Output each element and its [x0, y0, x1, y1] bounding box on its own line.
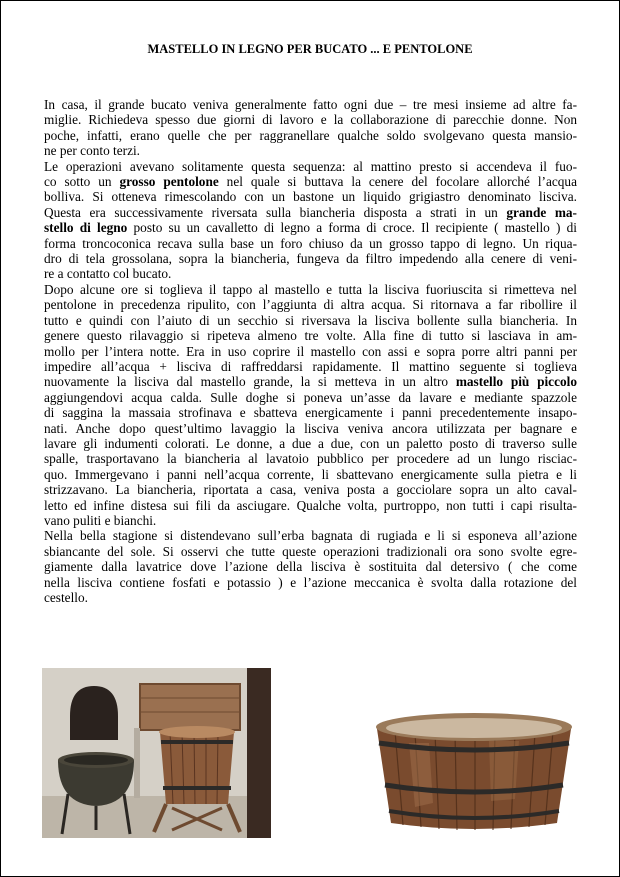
text-line — [44, 128, 577, 143]
text-line — [44, 544, 577, 559]
bold-text: mastello più piccolo — [455, 374, 577, 390]
text-segment: cestello. — [44, 590, 88, 605]
photo-wooden-washtub — [369, 703, 579, 835]
text-segment: dro di tela grossolana, sopra la biancheria, fungeva da filtro impedendo alla cenere di veni- — [44, 251, 577, 267]
bold-text: grande ma- — [506, 204, 577, 220]
text-line — [44, 575, 577, 590]
text-line — [44, 467, 577, 482]
text-line — [44, 282, 577, 297]
text-line — [44, 344, 577, 359]
text-line — [44, 498, 577, 513]
text-line — [44, 590, 577, 605]
text-line — [44, 451, 577, 466]
body-text — [44, 97, 577, 605]
text-line — [44, 112, 577, 127]
text-segment: re a contatto col bucato. — [44, 266, 172, 282]
text-line — [44, 97, 577, 112]
text-line — [44, 251, 577, 266]
text-line — [44, 390, 577, 405]
text-line — [44, 297, 577, 312]
text-segment: letto ed infine distesa sui fili da asciugare. Qualche volta, purtroppo, non tutti i capi risulta- — [44, 497, 577, 513]
text-segment: giamente dalla lavatrice dove l’azione della lisciva è sostituita dal detersivo ( che come — [44, 559, 577, 575]
text-segment: Nella bella stagione si distendevano sull’erba bagnata di rugiada e li si esponeva all’azione — [44, 528, 577, 544]
text-line — [44, 328, 577, 343]
page-title: MASTELLO IN LEGNO PER BUCATO ... E PENTOLONE — [147, 42, 473, 56]
text-line — [44, 174, 577, 189]
text-line — [44, 220, 577, 235]
text-segment: posto su un cavalletto di legno a forma di croce. Il recipiente ( mastello ) di — [127, 220, 577, 236]
text-segment: forma troncoconica recava sulla base un foro chiuso da un grosso tappo di legno. Un riqua- — [44, 235, 577, 251]
text-segment: Dopo alcune ore si toglieva il tappo al mastello e tutta la lisciva fuoriuscita si rimetteva nel — [44, 281, 577, 297]
text-line — [44, 405, 577, 420]
text-line — [44, 421, 577, 436]
text-segment: nel quale si buttava la cenere del focolare allorché l’acqua — [218, 174, 577, 190]
text-segment: lavare gli indumenti colorati. Le donne, a due a due, con un paletto posto di traverso sulle — [44, 435, 577, 451]
text-segment: Questa era successivamente riversata sulla biancheria disposta a strati in un — [44, 204, 507, 220]
text-segment: impedire all’acqua + lisciva di raffreddarsi rapidamente. Il mattino seguente si toglieva — [44, 358, 577, 374]
bold-text: stello di legno — [44, 220, 128, 236]
text-line — [44, 528, 577, 543]
text-segment: mollo per l’intera notte. Era in uso coprire il mastello con assi e sopra porre altri panni per — [44, 343, 577, 359]
text-line — [44, 205, 577, 220]
text-segment: In casa, il grande bucato veniva generalmente fatto ogni due – tre mesi insieme ad altre fa- — [44, 97, 577, 112]
text-line — [44, 236, 577, 251]
text-segment: poche, infatti, erano quelle che per raggranellare qualche soldo svolgevano questa mansio- — [44, 127, 577, 143]
text-segment: genere questo rilavaggio si ripeteva almeno tre volte. Alla fine di tutto si lasciava in am- — [44, 328, 577, 344]
text-line — [44, 374, 577, 389]
text-segment: nuovamente la lisciva dal mastello grande, la si metteva in un altro — [44, 374, 456, 390]
text-segment: strizzavano. La biancheria, riportata a casa, veniva posta a gocciolare sopra un alto caval- — [44, 482, 577, 498]
text-segment: nella lisciva contiene fosfati e potassio ) e l’azione meccanica è svolta dalla rotazione del — [44, 574, 577, 590]
text-segment: miglie. Richiedeva spesso due giorni di lavoro e la collaborazione di parecchie donne. Non — [44, 112, 577, 128]
text-line — [44, 482, 577, 497]
text-segment: di saggina la massaia strofinava e sbatteva energicamente i panni precedentemente insapo- — [44, 405, 577, 421]
text-segment: spalle, trasportavano la biancheria al lavatoio pubblico per procedere ad un lungo risciac- — [44, 451, 577, 467]
text-segment: ne per conto terzi. — [44, 143, 140, 159]
text-line — [44, 189, 577, 204]
text-line — [44, 559, 577, 574]
text-segment: aggiungendovi acqua calda. Sulle doghe si poneva un’asse da lavare e mediante spazzole — [44, 389, 577, 405]
text-segment: quo. Immergevano i panni nell’acqua corrente, li sbattevano energicamente sulla pietra e li — [44, 466, 577, 482]
text-line — [44, 159, 577, 174]
photo-wooden-tub-with-cauldron — [42, 668, 271, 838]
text-line — [44, 313, 577, 328]
text-segment: bolliva. Si otteneva rimescolando con un bastone un liquido grigiastro denominato lisciva. — [44, 189, 577, 205]
text-segment: pentolone in precedenza ripulito, con l’aggiunta di altra acqua. Si ritornava a far ribollire il — [44, 297, 577, 313]
text-segment: sbiancante del sole. Si osservi che tutte queste operazioni tradizionali ora sono svolte egre- — [44, 543, 577, 559]
text-segment: Le operazioni avevano solitamente questa sequenza: al mattino presto si accendeva il fuo- — [44, 158, 577, 174]
text-segment: vano puliti e bianchi. — [44, 512, 157, 528]
text-segment: nati. Anche dopo quest’ultimo lavaggio la lisciva veniva ancora utilizzata per bagnare e — [44, 420, 577, 436]
text-line — [44, 266, 577, 281]
text-segment: tutto e quindi con l’aiuto di un secchio si riversava la lisciva bollente sulla biancheria. In — [44, 312, 577, 328]
text-line — [44, 513, 577, 528]
text-segment: co sotto un — [44, 174, 120, 190]
text-line — [44, 143, 577, 158]
text-line — [44, 359, 577, 374]
text-line — [44, 436, 577, 451]
bold-text: grosso pentolone — [119, 174, 219, 190]
